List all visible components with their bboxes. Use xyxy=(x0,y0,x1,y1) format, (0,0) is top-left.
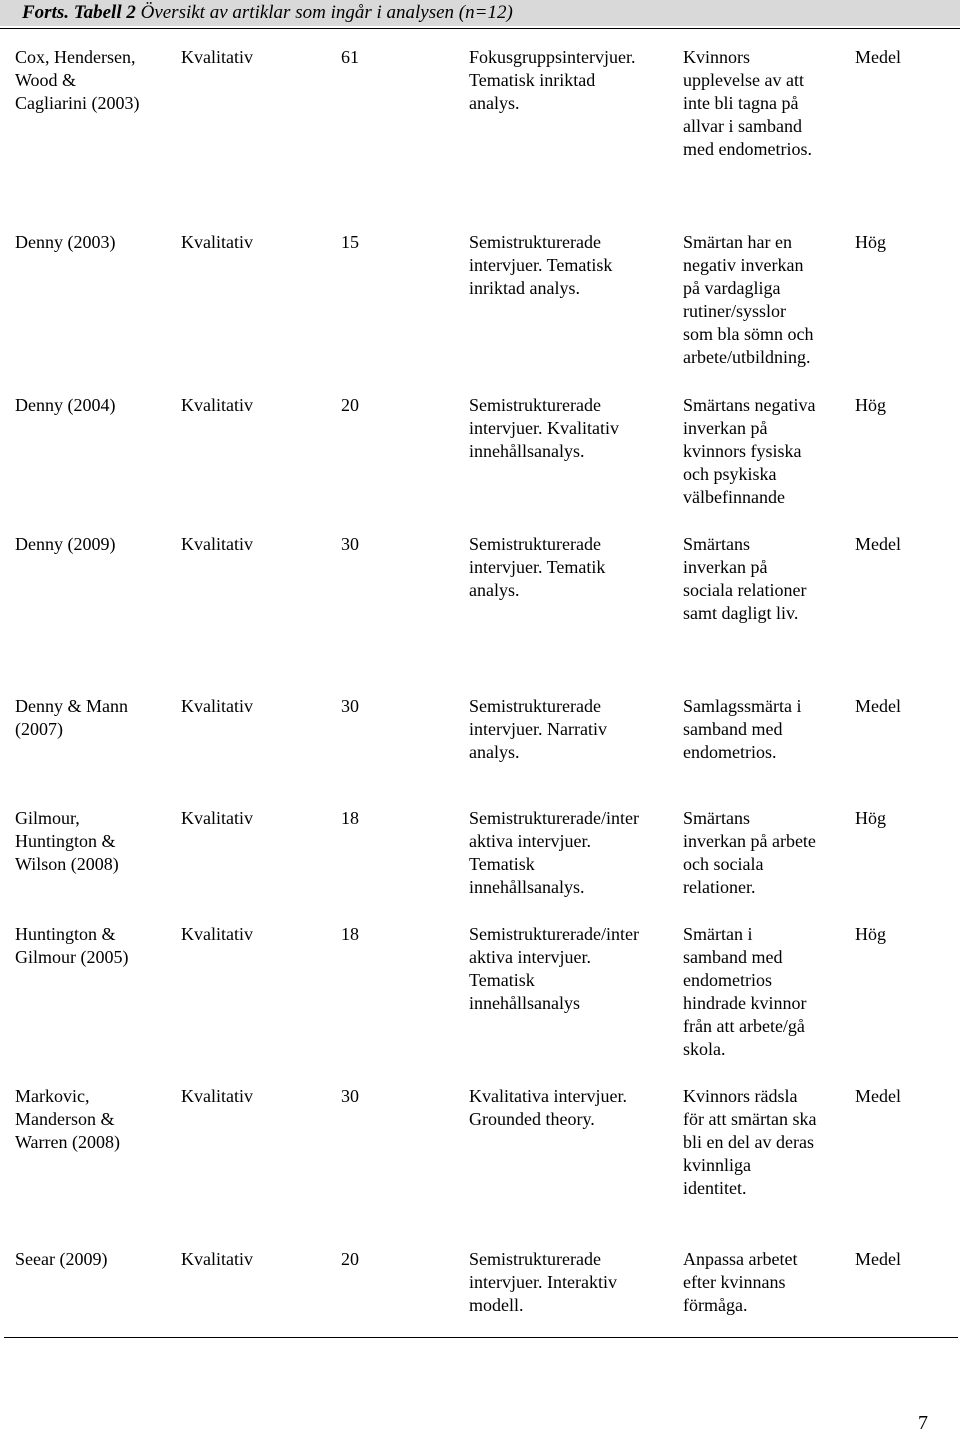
cell-line: Denny (2009) xyxy=(15,534,116,554)
cell-line: Kvalitativ xyxy=(181,696,253,716)
cell-line: kvinnliga xyxy=(683,1155,751,1175)
cell-line: intervjuer. Tematisk xyxy=(469,255,613,275)
cell-line: 30 xyxy=(341,534,359,554)
cell-line: Kvalitativ xyxy=(181,47,253,67)
cell-line: bli en del av deras xyxy=(683,1132,814,1152)
cell-line: (2007) xyxy=(15,719,63,739)
sample-size-cell xyxy=(341,46,359,69)
cell-line: Denny (2004) xyxy=(15,395,116,415)
cell-line: sociala relationer xyxy=(683,580,807,600)
cell-line: Denny & Mann xyxy=(15,696,128,716)
cell-line: analys. xyxy=(469,93,520,113)
cell-line: endometrios xyxy=(683,970,772,990)
design-cell xyxy=(181,1248,253,1271)
cell-line: 30 xyxy=(341,1086,359,1106)
page-number: 7 xyxy=(918,1412,928,1434)
sample-size-cell xyxy=(341,1248,359,1271)
result-cell xyxy=(683,1085,816,1200)
sample-size-cell xyxy=(341,807,359,830)
cell-line: Semistrukturerade xyxy=(469,1249,601,1269)
caption-label: Forts. Tabell 2 xyxy=(22,2,136,23)
cell-line: 61 xyxy=(341,47,359,67)
cell-line: Kvalitativ xyxy=(181,395,253,415)
result-cell xyxy=(683,695,801,764)
cell-line: negativ inverkan xyxy=(683,255,804,275)
sample-size-cell xyxy=(341,394,359,417)
method-cell xyxy=(469,533,605,602)
quality-cell xyxy=(855,533,901,556)
sample-size-cell xyxy=(341,533,359,556)
cell-line: Semistrukturerade/inter xyxy=(469,924,639,944)
method-cell xyxy=(469,695,607,764)
cell-line: 15 xyxy=(341,232,359,252)
cell-line: Medel xyxy=(855,1086,901,1106)
design-cell xyxy=(181,923,253,946)
cell-line: samband med xyxy=(683,719,783,739)
cell-line: Wilson (2008) xyxy=(15,854,119,874)
author-cell xyxy=(15,695,128,741)
cell-line: och sociala xyxy=(683,854,764,874)
cell-line: Warren (2008) xyxy=(15,1132,121,1152)
cell-line: Kvalitativ xyxy=(181,232,253,252)
cell-line: Kvinnors rädsla xyxy=(683,1086,798,1106)
method-cell xyxy=(469,231,612,300)
cell-line: innehållsanalys. xyxy=(469,441,585,461)
design-cell xyxy=(181,394,253,417)
table-caption xyxy=(0,0,960,26)
author-cell xyxy=(15,533,115,556)
cell-line: för att smärtan ska xyxy=(683,1109,817,1129)
quality-cell xyxy=(855,695,901,718)
cell-line: Cagliarini (2003) xyxy=(15,93,140,113)
cell-line: Gilmour, xyxy=(15,808,80,828)
result-cell xyxy=(683,533,806,625)
cell-line: förmåga. xyxy=(683,1295,748,1315)
cell-line: arbete/utbildning. xyxy=(683,347,811,367)
result-cell xyxy=(683,394,815,509)
cell-line: Medel xyxy=(855,534,901,554)
author-cell xyxy=(15,46,139,115)
cell-line: skola. xyxy=(683,1039,726,1059)
cell-line: Seear (2009) xyxy=(15,1249,108,1269)
cell-line: Huntington & xyxy=(15,924,116,944)
cell-line: Smärtan har en xyxy=(683,232,792,252)
cell-line: allvar i samband xyxy=(683,116,802,136)
cell-line: Kvalitativ xyxy=(181,924,253,944)
method-cell xyxy=(469,394,619,463)
author-cell xyxy=(15,394,115,417)
cell-line: innehållsanalys xyxy=(469,993,580,1013)
table-top-rule xyxy=(0,28,960,29)
cell-line: endometrios. xyxy=(683,742,777,762)
cell-line: på vardagliga xyxy=(683,278,781,298)
cell-line: Kvalitativ xyxy=(181,1086,253,1106)
cell-line: Medel xyxy=(855,47,901,67)
table-bottom-rule xyxy=(4,1337,958,1338)
cell-line: Gilmour (2005) xyxy=(15,947,129,967)
cell-line: Semistrukturerade/inter xyxy=(469,808,639,828)
cell-line: Samlagssmärta i xyxy=(683,696,802,716)
method-cell xyxy=(469,46,636,115)
cell-line: Kvalitativ xyxy=(181,534,253,554)
design-cell xyxy=(181,533,253,556)
quality-cell xyxy=(855,46,901,69)
cell-line: Semistrukturerade xyxy=(469,395,601,415)
cell-line: inriktad analys. xyxy=(469,278,580,298)
cell-line: relationer. xyxy=(683,877,756,897)
cell-line: rutiner/sysslor xyxy=(683,301,786,321)
cell-line: Anpassa arbetet xyxy=(683,1249,798,1269)
result-cell xyxy=(683,807,816,899)
design-cell xyxy=(181,231,253,254)
method-cell xyxy=(469,1248,617,1317)
quality-cell xyxy=(855,1248,901,1271)
cell-line: Hög xyxy=(855,232,886,252)
caption-title: Översikt av artiklar som ingår i analysen (n=12) xyxy=(135,2,513,23)
cell-line: från att arbete/gå xyxy=(683,1016,805,1036)
cell-line: Medel xyxy=(855,1249,901,1269)
cell-line: Hög xyxy=(855,924,886,944)
method-cell xyxy=(469,1085,627,1131)
cell-line: aktiva intervjuer. xyxy=(469,831,591,851)
cell-line: 18 xyxy=(341,808,359,828)
cell-line: Kvinnors xyxy=(683,47,750,67)
quality-cell xyxy=(855,923,886,946)
cell-line: Huntington & xyxy=(15,831,116,851)
cell-line: inte bli tagna på xyxy=(683,93,799,113)
cell-line: som bla sömn och xyxy=(683,324,814,344)
result-cell xyxy=(683,1248,797,1317)
author-cell xyxy=(15,923,128,969)
cell-line: Tematisk xyxy=(469,854,535,874)
quality-cell xyxy=(855,231,886,254)
design-cell xyxy=(181,695,253,718)
cell-line: Medel xyxy=(855,696,901,716)
author-cell xyxy=(15,1248,107,1271)
cell-line: Hög xyxy=(855,395,886,415)
cell-line: modell. xyxy=(469,1295,524,1315)
cell-line: inverkan på xyxy=(683,418,768,438)
cell-line: inverkan på xyxy=(683,557,768,577)
cell-line: upplevelse av att xyxy=(683,70,804,90)
cell-line: Kvalitativ xyxy=(181,1249,253,1269)
cell-line: intervjuer. Kvalitativ xyxy=(469,418,619,438)
quality-cell xyxy=(855,807,886,830)
method-cell xyxy=(469,807,639,899)
cell-line: Markovic, xyxy=(15,1086,90,1106)
caption-text xyxy=(22,1,513,24)
cell-line: Semistrukturerade xyxy=(469,534,601,554)
cell-line: inverkan på arbete xyxy=(683,831,816,851)
sample-size-cell xyxy=(341,231,359,254)
author-cell xyxy=(15,1085,120,1154)
cell-line: Hög xyxy=(855,808,886,828)
cell-line: med endometrios. xyxy=(683,139,812,159)
cell-line: 20 xyxy=(341,1249,359,1269)
design-cell xyxy=(181,1085,253,1108)
cell-line: hindrade kvinnor xyxy=(683,993,807,1013)
cell-line: Grounded theory. xyxy=(469,1109,595,1129)
result-cell xyxy=(683,923,806,1061)
cell-line: identitet. xyxy=(683,1178,747,1198)
cell-line: efter kvinnans xyxy=(683,1272,786,1292)
cell-line: Smärtans negativa xyxy=(683,395,816,415)
cell-line: Tematisk xyxy=(469,970,535,990)
cell-line: intervjuer. Narrativ xyxy=(469,719,607,739)
cell-line: 20 xyxy=(341,395,359,415)
cell-line: analys. xyxy=(469,742,520,762)
cell-line: Tematisk inriktad xyxy=(469,70,596,90)
cell-line: Smärtan i xyxy=(683,924,753,944)
cell-line: samband med xyxy=(683,947,783,967)
result-cell xyxy=(683,46,812,161)
author-cell xyxy=(15,231,115,254)
result-cell xyxy=(683,231,814,369)
cell-line: Wood & xyxy=(15,70,77,90)
design-cell xyxy=(181,46,253,69)
cell-line: aktiva intervjuer. xyxy=(469,947,591,967)
cell-line: Smärtans xyxy=(683,534,750,554)
cell-line: Smärtans xyxy=(683,808,750,828)
cell-line: intervjuer. Interaktiv xyxy=(469,1272,617,1292)
cell-line: intervjuer. Tematik xyxy=(469,557,606,577)
cell-line: Denny (2003) xyxy=(15,232,116,252)
sample-size-cell xyxy=(341,1085,359,1108)
cell-line: Cox, Hendersen, xyxy=(15,47,136,67)
cell-line: Kvalitativa intervjuer. xyxy=(469,1086,627,1106)
sample-size-cell xyxy=(341,923,359,946)
cell-line: Semistrukturerade xyxy=(469,232,601,252)
method-cell xyxy=(469,923,639,1015)
sample-size-cell xyxy=(341,695,359,718)
cell-line: Semistrukturerade xyxy=(469,696,601,716)
cell-line: Manderson & xyxy=(15,1109,115,1129)
cell-line: innehållsanalys. xyxy=(469,877,585,897)
quality-cell xyxy=(855,394,886,417)
design-cell xyxy=(181,807,253,830)
cell-line: Kvalitativ xyxy=(181,808,253,828)
cell-line: analys. xyxy=(469,580,520,600)
cell-line: 18 xyxy=(341,924,359,944)
cell-line: Fokusgruppsintervjuer. xyxy=(469,47,636,67)
cell-line: välbefinnande xyxy=(683,487,785,507)
cell-line: 30 xyxy=(341,696,359,716)
cell-line: samt dagligt liv. xyxy=(683,603,799,623)
cell-line: och psykiska xyxy=(683,464,777,484)
quality-cell xyxy=(855,1085,901,1108)
cell-line: kvinnors fysiska xyxy=(683,441,802,461)
author-cell xyxy=(15,807,119,876)
